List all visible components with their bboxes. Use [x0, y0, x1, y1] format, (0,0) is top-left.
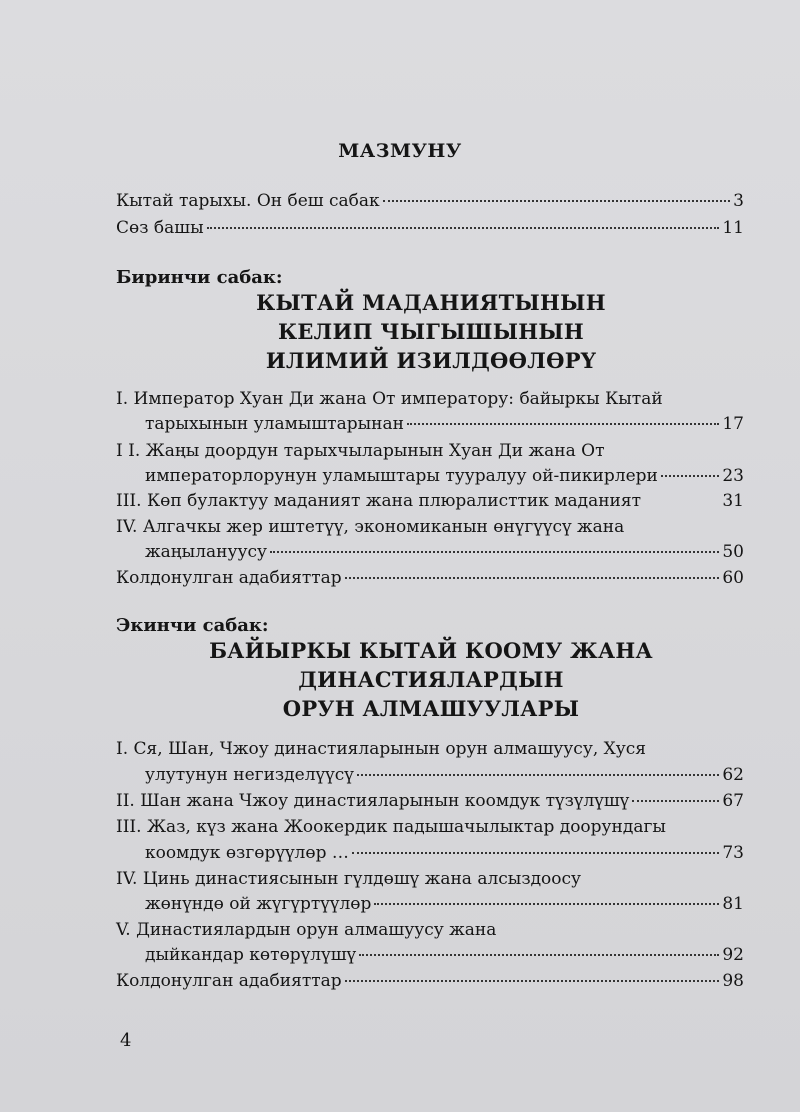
toc-entry-front-2[interactable]	[116, 217, 744, 239]
toc-page-number: 11	[722, 218, 744, 238]
leader-dots	[207, 227, 720, 229]
toc-page-number: 23	[722, 466, 744, 486]
toc-entry-text: жөнүндө ой жүгүртүүлөр	[145, 894, 372, 914]
lesson-1-title-line: КЕЛИП ЧЫГЫШЫНЫН	[277, 319, 585, 344]
lesson-2-title-line: БАЙЫРКЫ КЫТАЙ КООМУ ЖАНА	[209, 638, 653, 663]
leader-dots	[383, 200, 731, 202]
toc-page-number: 67	[722, 791, 744, 811]
toc-entry-l1-5[interactable]	[116, 567, 744, 589]
toc-entry-l1-2[interactable]	[145, 465, 744, 487]
toc-page-number: 60	[722, 568, 744, 588]
toc-entry-l2-6[interactable]	[116, 970, 744, 992]
leader-dots	[374, 903, 719, 905]
toc-entry-l2-1-line1[interactable]: I. Ся, Шан, Чжоу династияларынын орун алмашуусу, Хуся	[116, 739, 646, 759]
toc-page-number: 92	[722, 945, 744, 965]
lesson-1-title	[116, 288, 746, 375]
toc-page-number: 98	[722, 971, 744, 991]
toc-entry-l1-4-line1[interactable]: IV. Алгачкы жер иштетүү, экономиканын өнүгүүсү жана	[116, 517, 625, 537]
toc-page-number: 73	[722, 843, 744, 863]
toc-entry-text: коомдук өзгөрүүлөр …	[145, 843, 349, 863]
toc-page-number: 31	[722, 491, 744, 511]
toc-entry-l2-1[interactable]	[145, 764, 744, 786]
lesson-2-title	[116, 636, 746, 723]
toc-entry-text: Сөз башы	[116, 218, 204, 238]
toc-page-number: 81	[722, 894, 744, 914]
toc-page-number: 62	[722, 765, 744, 785]
leader-dots	[345, 980, 720, 982]
page-number: 4	[120, 1030, 132, 1051]
toc-page-number: 3	[733, 191, 744, 211]
leader-dots	[407, 423, 719, 425]
toc-entry-text: Кытай тарыхы. Он беш сабак	[116, 191, 380, 211]
page-title: МАЗМУНУ	[338, 140, 462, 162]
leader-dots	[359, 954, 719, 956]
toc-entry-text: III. Көп булактуу маданият жана плюралисттик маданият	[116, 491, 642, 511]
toc-entry-l2-4-line1[interactable]: IV. Цинь династиясынын гүлдөшү жана алсыздоосу	[116, 869, 582, 889]
lesson-2-title-line: ДИНАСТИЯЛАРДЫН	[298, 667, 564, 692]
toc-entry-text: дыйкандар көтөрүлүшү	[145, 945, 357, 965]
toc-entry-text: Колдонулган адабияттар	[116, 568, 342, 588]
toc-entry-l2-5[interactable]	[145, 944, 744, 966]
toc-entry-text: улутунун негизделүүсү	[145, 765, 354, 785]
leader-dots	[345, 577, 720, 579]
lesson-1-label: Биринчи сабак:	[116, 267, 283, 288]
lesson-1-title-line: ИЛИМИЙ ИЗИЛДӨӨЛӨРҮ	[265, 348, 597, 373]
leader-dots	[661, 475, 720, 477]
toc-entry-l1-4[interactable]	[145, 541, 744, 563]
toc-entry-l1-1-line1[interactable]: I. Император Хуан Ди жана От императору: байыркы Кытай	[116, 389, 663, 409]
toc-page-number: 50	[722, 542, 744, 562]
toc-entry-text: тарыхынын уламыштарынан	[145, 414, 404, 434]
leader-dots	[357, 774, 720, 776]
leader-dots	[352, 852, 719, 854]
toc-entry-l1-3[interactable]	[116, 490, 744, 512]
toc-entry-l1-1[interactable]	[145, 413, 744, 435]
toc-entry-l2-2[interactable]	[116, 790, 744, 812]
toc-entry-text: Колдонулган адабияттар	[116, 971, 342, 991]
lesson-1-title-line: КЫТАЙ МАДАНИЯТЫНЫН	[256, 290, 606, 315]
leader-dots	[270, 551, 719, 553]
leader-dots	[632, 800, 719, 802]
lesson-2-title-line: ОРУН АЛМАШУУЛАРЫ	[282, 696, 580, 721]
toc-entry-l2-3[interactable]	[145, 842, 744, 864]
toc-entry-text: II. Шан жана Чжоу династияларынын коомдук түзүлүшү	[116, 791, 630, 811]
toc-entry-l2-3-line1[interactable]: III. Жаз, күз жана Жоокердик падышачылыктар доорундагы	[116, 817, 666, 837]
toc-page-number: 17	[722, 414, 744, 434]
toc-entry-l2-5-line1[interactable]: V. Династиялардын орун алмашуусу жана	[116, 920, 497, 940]
toc-entry-text: императорлорунун уламыштары тууралуу ой-пикирлери	[145, 466, 658, 486]
toc-entry-l1-2-line1[interactable]: I I. Жаңы доордун тарыхчыларынын Хуан Ди жана От	[116, 441, 605, 461]
toc-entry-front-1[interactable]	[116, 190, 744, 212]
toc-entry-l2-4[interactable]	[145, 893, 744, 915]
lesson-2-label: Экинчи сабак:	[116, 615, 269, 636]
toc-entry-text: жаңылануусу	[145, 542, 267, 562]
